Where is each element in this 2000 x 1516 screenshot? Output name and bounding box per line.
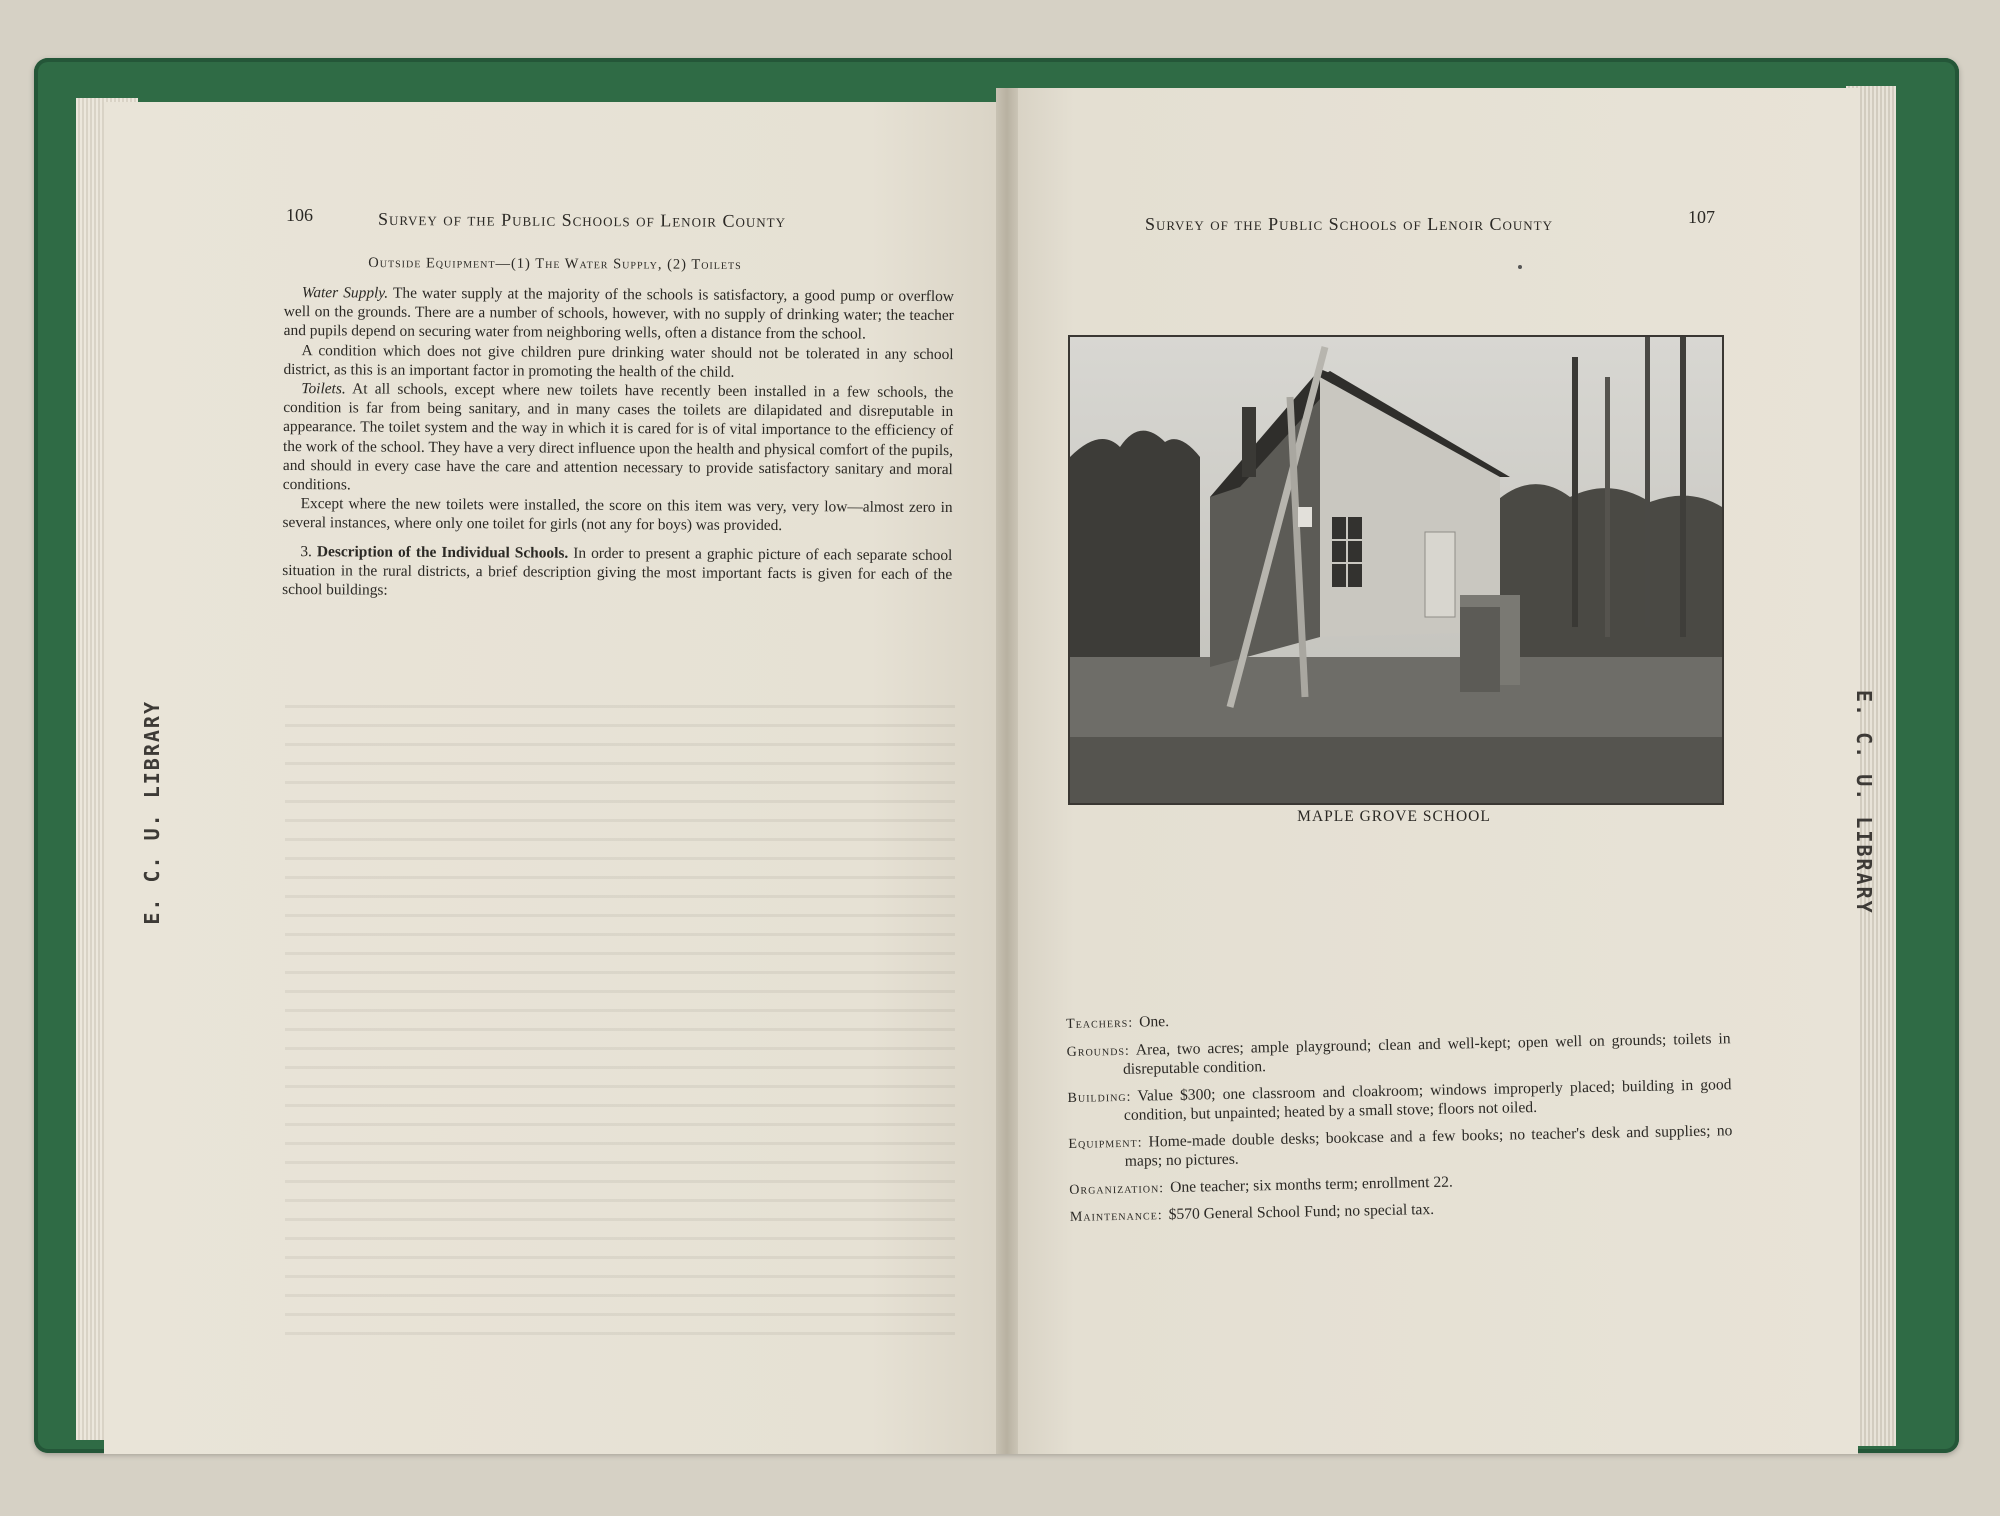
right-running-head: Survey of the Public Schools of Lenoir County [1145,214,1553,234]
description-text: In order to present a graphic picture of each separate school situation in the rural districts, a brief description giving the most important facts is given for each of the school buildings: [282,544,953,599]
paragraph-water-supply [284,283,954,345]
school-photograph [1068,335,1724,805]
water-supply-label: Water Supply. [301,284,389,302]
toilets-text: At all schools, except where new toilets have recently been installed in a few schools, the condition is far from being sanitary, and in many cases the toilets are dilapidated and disreputable in appearance. The toilet system and the way in which it is cared for is of vital importance to the efficiency of the work of the school. They have a very direct influence upon the health and physical comfort of the pupils, and should in every case have the care and attention necessary to provide satisfactory sanitary and moral conditions. [282,380,954,494]
library-stamp-left: E. C. U. LIBRARY [140,700,164,925]
detail-value: Value $300; one classroom and cloakroom; windows improperly placed; building in good condition, but unpainted; heated by a small stove; floors not oiled. [1123,1075,1732,1124]
water-supply-text: The water supply at the majority of the schools is satisfactory, a good pump or overflow well on the grounds. There are a number of schools, however, with no supply of drinking water; the teacher and pupils depend on securing water from neighboring wells, often a distance from the school. [283,284,954,343]
detail-label: Maintenance: [1069,1208,1163,1225]
left-running-head: Survey of the Public Schools of Lenoir County [377,208,787,232]
detail-building [1067,1076,1732,1127]
detail-label: Equipment: [1068,1135,1143,1152]
paragraph-description [282,542,952,604]
show-through-text [285,705,955,1345]
ink-speck [1518,265,1522,269]
description-number: 3. [300,542,317,560]
detail-value: One. [1139,1013,1170,1031]
detail-maintenance [1070,1195,1734,1227]
detail-value: $570 General School Fund; no special tax. [1168,1200,1435,1224]
detail-label: Organization: [1069,1180,1165,1198]
library-stamp-right: E. C. U. LIBRARY [1852,690,1876,915]
paragraph-toilets [283,379,954,498]
detail-value: One teacher; six months term; enrollment 22. [1169,1173,1454,1196]
detail-value: Home-made double desks; bookcase and a few books; no teacher's desk and supplies; no maps; no pictures. [1124,1121,1733,1170]
description-label: Description of the Individual Schools. [316,542,569,562]
toilets-label: Toilets. [301,380,346,398]
detail-organization [1069,1168,1733,1200]
detail-grounds [1067,1030,1732,1081]
detail-equipment [1068,1122,1733,1173]
right-page-number: 107 [1688,207,1715,227]
detail-value: Area, two acres; ample playground; clean and well-kept; open well on grounds; toilets in disreputable condition. [1122,1029,1731,1078]
detail-label: Teachers: [1066,1015,1134,1032]
left-body-text [282,283,954,603]
paragraph-except: Except where the new toilets were installed, the score on this item was very, very low—almost zero in several instances, where only one toilet for girls (not any for boys) was provided. [282,495,953,535]
detail-label: Grounds: [1066,1043,1130,1060]
book-gutter [996,88,1018,1454]
section-heading: Outside Equipment—(1) The Water Supply, (2) Toilets [368,255,742,273]
paragraph-condition: A condition which does not give children pure drinking water should not be tolerated in any school district, as this is an important factor in promoting the health of the child. [283,341,954,381]
photo-caption: MAPLE GROVE SCHOOL [1297,808,1491,825]
left-page-number: 106 [286,205,313,225]
detail-label: Building: [1067,1089,1132,1106]
school-details [1066,1002,1734,1235]
